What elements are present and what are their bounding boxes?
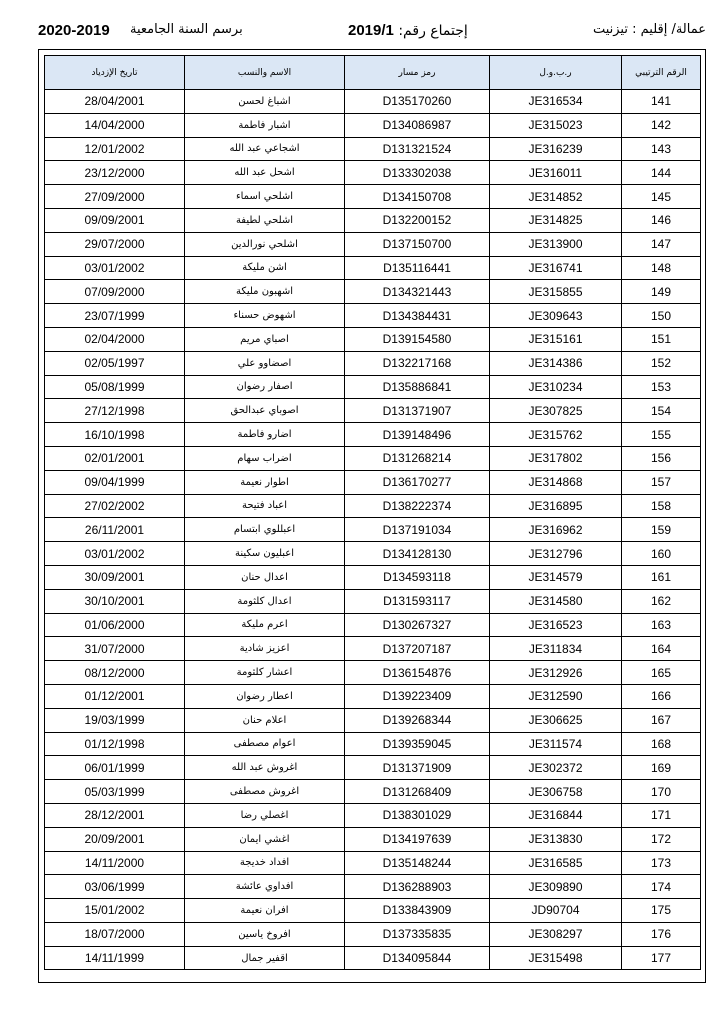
cell-serial-number: 156 <box>622 446 701 470</box>
cell-massar-code: D132217168 <box>345 351 490 375</box>
cell-serial-number: 155 <box>622 423 701 447</box>
cell-serial-number: 169 <box>622 756 701 780</box>
cell-name: افداوي عائشة <box>185 875 345 899</box>
table-row <box>45 827 701 851</box>
cell-name: اصباي مريم <box>185 327 345 351</box>
table-row <box>45 684 701 708</box>
cell-birthdate: 30/09/2001 <box>45 565 185 589</box>
cell-id-number: JE315161 <box>490 327 622 351</box>
cell-birthdate: 14/04/2000 <box>45 113 185 137</box>
cell-serial-number: 163 <box>622 613 701 637</box>
cell-serial-number: 141 <box>622 90 701 114</box>
cell-name: اغروش عبد الله <box>185 756 345 780</box>
university-year-label: برسم السنة الجامعية <box>130 22 243 37</box>
cell-id-number: JE307825 <box>490 399 622 423</box>
cell-birthdate: 14/11/1999 <box>45 946 185 970</box>
cell-birthdate: 02/05/1997 <box>45 351 185 375</box>
cell-massar-code: D134593118 <box>345 565 490 589</box>
cell-birthdate: 08/12/2000 <box>45 661 185 685</box>
cell-massar-code: D137335835 <box>345 922 490 946</box>
cell-birthdate: 29/07/2000 <box>45 232 185 256</box>
cell-id-number: JE314386 <box>490 351 622 375</box>
table-row <box>45 304 701 328</box>
cell-serial-number: 172 <box>622 827 701 851</box>
cell-serial-number: 165 <box>622 661 701 685</box>
cell-massar-code: D139268344 <box>345 708 490 732</box>
cell-name: اشحل عبد الله <box>185 161 345 185</box>
cell-serial-number: 161 <box>622 565 701 589</box>
cell-birthdate: 01/12/2001 <box>45 684 185 708</box>
cell-massar-code: D134150708 <box>345 185 490 209</box>
cell-name: اطوار نعيمة <box>185 470 345 494</box>
cell-name: اشباغ لحسن <box>185 90 345 114</box>
cell-name: اعلام حنان <box>185 708 345 732</box>
cell-serial-number: 151 <box>622 327 701 351</box>
cell-name: اشلحي لطيفة <box>185 208 345 232</box>
cell-id-number: JE314852 <box>490 185 622 209</box>
cell-massar-code: D134321443 <box>345 280 490 304</box>
table-row <box>45 113 701 137</box>
cell-serial-number: 168 <box>622 732 701 756</box>
cell-name: اضارو فاطمة <box>185 423 345 447</box>
meeting-info <box>348 22 468 39</box>
cell-massar-code: D131593117 <box>345 589 490 613</box>
table-row <box>45 137 701 161</box>
cell-id-number: JE314868 <box>490 470 622 494</box>
cell-id-number: JE314580 <box>490 589 622 613</box>
cell-id-number: JE313830 <box>490 827 622 851</box>
cell-serial-number: 146 <box>622 208 701 232</box>
table-row <box>45 875 701 899</box>
table-row <box>45 899 701 923</box>
cell-name: اشهبون مليكة <box>185 280 345 304</box>
cell-name: اشن مليكة <box>185 256 345 280</box>
cell-name: اعدال حنان <box>185 565 345 589</box>
cell-serial-number: 147 <box>622 232 701 256</box>
cell-id-number: JE316534 <box>490 90 622 114</box>
cell-serial-number: 160 <box>622 542 701 566</box>
cell-name: اعشار كلثومة <box>185 661 345 685</box>
cell-birthdate: 26/11/2001 <box>45 518 185 542</box>
cell-id-number: JE302372 <box>490 756 622 780</box>
cell-serial-number: 152 <box>622 351 701 375</box>
cell-massar-code: D131371907 <box>345 399 490 423</box>
cell-serial-number: 159 <box>622 518 701 542</box>
cell-massar-code: D139359045 <box>345 732 490 756</box>
table-row <box>45 208 701 232</box>
col-header-serial-number: الرقم الترتيبي <box>622 56 701 90</box>
cell-massar-code: D135116441 <box>345 256 490 280</box>
cell-birthdate: 27/02/2002 <box>45 494 185 518</box>
cell-massar-code: D133302038 <box>345 161 490 185</box>
cell-name: اعدال كلثومة <box>185 589 345 613</box>
cell-serial-number: 150 <box>622 304 701 328</box>
cell-id-number: JD90704 <box>490 899 622 923</box>
cell-birthdate: 14/11/2000 <box>45 851 185 875</box>
cell-serial-number: 145 <box>622 185 701 209</box>
table-body <box>45 90 701 970</box>
table-row <box>45 661 701 685</box>
cell-massar-code: D137207187 <box>345 637 490 661</box>
cell-massar-code: D139148496 <box>345 423 490 447</box>
cell-serial-number: 174 <box>622 875 701 899</box>
cell-id-number: JE316741 <box>490 256 622 280</box>
cell-id-number: JE316585 <box>490 851 622 875</box>
cell-massar-code: D130267327 <box>345 613 490 637</box>
cell-massar-code: D135170260 <box>345 90 490 114</box>
cell-name: اصوباي عبدالحق <box>185 399 345 423</box>
cell-name: افروخ ياسين <box>185 922 345 946</box>
cell-birthdate: 06/01/1999 <box>45 756 185 780</box>
cell-serial-number: 175 <box>622 899 701 923</box>
cell-id-number: JE306758 <box>490 780 622 804</box>
cell-birthdate: 18/07/2000 <box>45 922 185 946</box>
cell-id-number: JE313900 <box>490 232 622 256</box>
cell-name: اشلحي اسماء <box>185 185 345 209</box>
cell-name: افران نعيمة <box>185 899 345 923</box>
cell-birthdate: 01/06/2000 <box>45 613 185 637</box>
table-row <box>45 780 701 804</box>
cell-id-number: JE317802 <box>490 446 622 470</box>
cell-serial-number: 149 <box>622 280 701 304</box>
cell-name: اصفار رضوان <box>185 375 345 399</box>
cell-birthdate: 09/04/1999 <box>45 470 185 494</box>
cell-name: اصضاوو علي <box>185 351 345 375</box>
meeting-label: إجتماع رقم: <box>398 23 468 39</box>
cell-massar-code: D131321524 <box>345 137 490 161</box>
cell-id-number: JE312796 <box>490 542 622 566</box>
col-header-name: الاسم والنسب <box>185 56 345 90</box>
cell-name: اقفير جمال <box>185 946 345 970</box>
cell-name: اعبليون سكينة <box>185 542 345 566</box>
table-row <box>45 423 701 447</box>
table-row <box>45 470 701 494</box>
cell-name: اشلحي نورالدين <box>185 232 345 256</box>
cell-massar-code: D135148244 <box>345 851 490 875</box>
cell-massar-code: D139154580 <box>345 327 490 351</box>
table-row <box>45 613 701 637</box>
cell-serial-number: 158 <box>622 494 701 518</box>
table-row <box>45 922 701 946</box>
cell-name: اعرم مليكة <box>185 613 345 637</box>
cell-birthdate: 07/09/2000 <box>45 280 185 304</box>
cell-id-number: JE314825 <box>490 208 622 232</box>
cell-massar-code: D133843909 <box>345 899 490 923</box>
cell-serial-number: 153 <box>622 375 701 399</box>
cell-serial-number: 173 <box>622 851 701 875</box>
cell-id-number: JE306625 <box>490 708 622 732</box>
cell-id-number: JE310234 <box>490 375 622 399</box>
cell-serial-number: 166 <box>622 684 701 708</box>
cell-birthdate: 03/01/2002 <box>45 256 185 280</box>
cell-massar-code: D137191034 <box>345 518 490 542</box>
cell-id-number: JE315855 <box>490 280 622 304</box>
table-row <box>45 185 701 209</box>
col-header-birthdate: تاريخ الإزدياد <box>45 56 185 90</box>
cell-birthdate: 02/01/2001 <box>45 446 185 470</box>
cell-id-number: JE315498 <box>490 946 622 970</box>
cell-massar-code: D134197639 <box>345 827 490 851</box>
cell-birthdate: 30/10/2001 <box>45 589 185 613</box>
cell-birthdate: 28/04/2001 <box>45 90 185 114</box>
cell-massar-code: D137150700 <box>345 232 490 256</box>
cell-name: اعزيز شادية <box>185 637 345 661</box>
cell-id-number: JE316011 <box>490 161 622 185</box>
cell-massar-code: D136288903 <box>345 875 490 899</box>
cell-birthdate: 03/06/1999 <box>45 875 185 899</box>
table-row <box>45 280 701 304</box>
cell-serial-number: 177 <box>622 946 701 970</box>
cell-id-number: JE309643 <box>490 304 622 328</box>
students-table <box>44 55 701 970</box>
table-row <box>45 589 701 613</box>
cell-massar-code: D135886841 <box>345 375 490 399</box>
table-row <box>45 327 701 351</box>
table-row <box>45 446 701 470</box>
cell-massar-code: D134128130 <box>345 542 490 566</box>
cell-birthdate: 01/12/1998 <box>45 732 185 756</box>
table-header-row <box>45 56 701 90</box>
table-row <box>45 565 701 589</box>
province-label: عمالة/ إقليم : تيزنيت <box>592 22 706 37</box>
cell-serial-number: 171 <box>622 803 701 827</box>
cell-name: اعطار رضوان <box>185 684 345 708</box>
cell-serial-number: 154 <box>622 399 701 423</box>
cell-birthdate: 09/09/2001 <box>45 208 185 232</box>
cell-massar-code: D138301029 <box>345 803 490 827</box>
cell-serial-number: 142 <box>622 113 701 137</box>
cell-birthdate: 15/01/2002 <box>45 899 185 923</box>
cell-name: اغروش مصطفى <box>185 780 345 804</box>
cell-name: اشهوض حسناء <box>185 304 345 328</box>
cell-massar-code: D132200152 <box>345 208 490 232</box>
table-row <box>45 756 701 780</box>
cell-name: اعباد فتيحة <box>185 494 345 518</box>
cell-massar-code: D131268214 <box>345 446 490 470</box>
cell-massar-code: D138222374 <box>345 494 490 518</box>
table-row <box>45 732 701 756</box>
cell-serial-number: 144 <box>622 161 701 185</box>
cell-birthdate: 27/09/2000 <box>45 185 185 209</box>
cell-serial-number: 148 <box>622 256 701 280</box>
cell-id-number: JE308297 <box>490 922 622 946</box>
cell-massar-code: D136170277 <box>345 470 490 494</box>
page-header <box>38 22 706 44</box>
cell-name: اشجاعي عبد الله <box>185 137 345 161</box>
cell-name: اعبللوي ابتسام <box>185 518 345 542</box>
cell-id-number: JE316895 <box>490 494 622 518</box>
cell-birthdate: 12/01/2002 <box>45 137 185 161</box>
academic-year: 2020-2019 <box>38 22 110 39</box>
col-header-massar-code: رمز مسار <box>345 56 490 90</box>
cell-name: اعوام مصطفى <box>185 732 345 756</box>
cell-id-number: JE316962 <box>490 518 622 542</box>
cell-id-number: JE311574 <box>490 732 622 756</box>
cell-id-number: JE311834 <box>490 637 622 661</box>
cell-massar-code: D136154876 <box>345 661 490 685</box>
cell-id-number: JE316239 <box>490 137 622 161</box>
table-row <box>45 946 701 970</box>
table-row <box>45 90 701 114</box>
cell-birthdate: 23/12/2000 <box>45 161 185 185</box>
cell-massar-code: D139223409 <box>345 684 490 708</box>
cell-serial-number: 176 <box>622 922 701 946</box>
cell-serial-number: 143 <box>622 137 701 161</box>
cell-birthdate: 16/10/1998 <box>45 423 185 447</box>
cell-massar-code: D134086987 <box>345 113 490 137</box>
cell-birthdate: 27/12/1998 <box>45 399 185 423</box>
cell-serial-number: 167 <box>622 708 701 732</box>
cell-id-number: JE315762 <box>490 423 622 447</box>
cell-id-number: JE315023 <box>490 113 622 137</box>
cell-id-number: JE309890 <box>490 875 622 899</box>
cell-name: اغشي ايمان <box>185 827 345 851</box>
cell-massar-code: D131371909 <box>345 756 490 780</box>
cell-birthdate: 23/07/1999 <box>45 304 185 328</box>
table-row <box>45 803 701 827</box>
table-row <box>45 851 701 875</box>
col-header-id-number: ر.ب.و.ل <box>490 56 622 90</box>
table-row <box>45 708 701 732</box>
cell-birthdate: 05/03/1999 <box>45 780 185 804</box>
table-row <box>45 399 701 423</box>
cell-massar-code: D134095844 <box>345 946 490 970</box>
cell-name: اضراب سهام <box>185 446 345 470</box>
cell-id-number: JE314579 <box>490 565 622 589</box>
cell-serial-number: 162 <box>622 589 701 613</box>
table-row <box>45 351 701 375</box>
meeting-number: 2019/1 <box>348 22 394 39</box>
cell-birthdate: 28/12/2001 <box>45 803 185 827</box>
cell-name: اغصلي رضا <box>185 803 345 827</box>
table-row <box>45 637 701 661</box>
cell-birthdate: 20/09/2001 <box>45 827 185 851</box>
cell-serial-number: 164 <box>622 637 701 661</box>
table-row <box>45 161 701 185</box>
table-row <box>45 494 701 518</box>
cell-birthdate: 02/04/2000 <box>45 327 185 351</box>
table-row <box>45 232 701 256</box>
cell-name: افداد خديجة <box>185 851 345 875</box>
cell-id-number: JE316844 <box>490 803 622 827</box>
cell-id-number: JE316523 <box>490 613 622 637</box>
table-row <box>45 375 701 399</box>
cell-birthdate: 05/08/1999 <box>45 375 185 399</box>
cell-birthdate: 03/01/2002 <box>45 542 185 566</box>
table-row <box>45 518 701 542</box>
cell-name: اشبار فاطمة <box>185 113 345 137</box>
cell-id-number: JE312590 <box>490 684 622 708</box>
table-row <box>45 542 701 566</box>
cell-birthdate: 31/07/2000 <box>45 637 185 661</box>
cell-birthdate: 19/03/1999 <box>45 708 185 732</box>
cell-massar-code: D131268409 <box>345 780 490 804</box>
cell-id-number: JE312926 <box>490 661 622 685</box>
cell-serial-number: 157 <box>622 470 701 494</box>
table-row <box>45 256 701 280</box>
cell-massar-code: D134384431 <box>345 304 490 328</box>
cell-serial-number: 170 <box>622 780 701 804</box>
